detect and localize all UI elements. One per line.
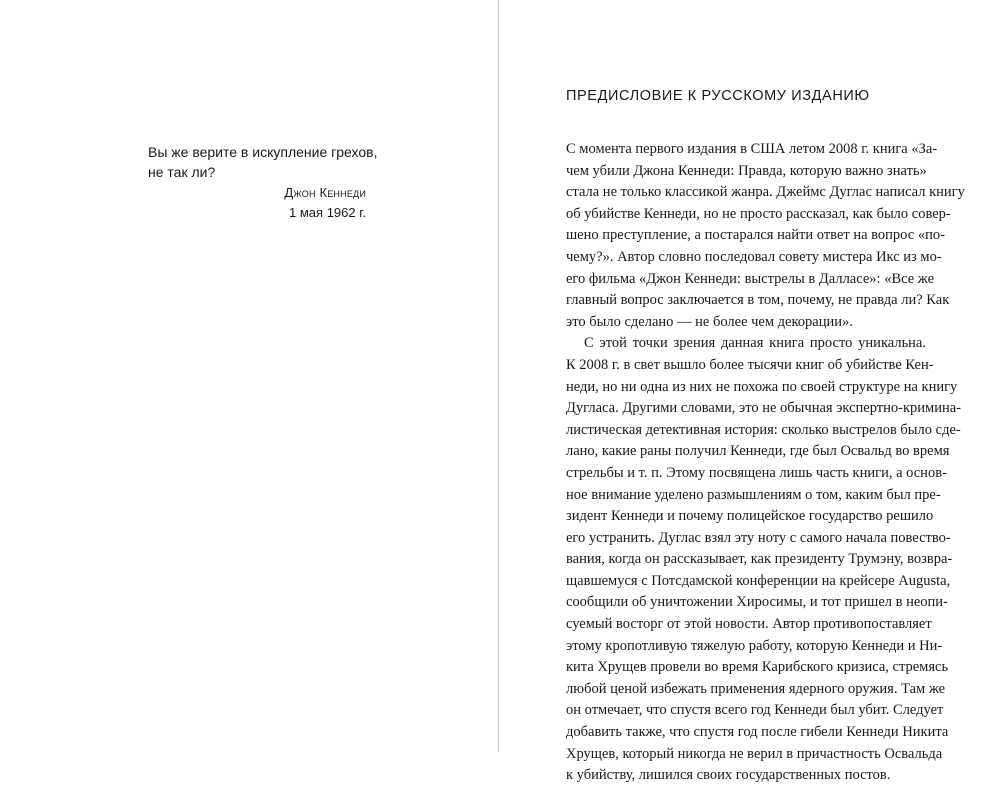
text-line: Дугласа. Другими словами, это не обычная экспертно-кримина-	[566, 400, 961, 417]
text-line: шено преступление, а постарался найти ответ на вопрос «по-	[566, 227, 945, 244]
epigraph-attribution	[148, 183, 366, 223]
text-line: об убийстве Кеннеди, но не просто рассказал, как было совер-	[566, 205, 951, 222]
text-line: он отмечает, что спустя всего год Кеннеди был убит. Следует	[566, 702, 944, 719]
text-line: зидент Кеннеди и почему полицейское государство решило	[566, 508, 934, 525]
text-line: вания, когда он рассказывает, как президенту Трумэну, возвра-	[566, 551, 953, 568]
text-line: неди, но ни одна из них не похожа по своей структуре на книгу	[566, 378, 958, 395]
text-line: листическая детективная история: сколько выстрелов было сде-	[566, 421, 961, 438]
text-line: к убийству, лишился своих государственных постов.	[566, 767, 891, 784]
text-line: кита Хрущев провели во время Карибского кризиса, стремясь	[566, 659, 949, 676]
text-line: сообщили об уничтожении Хиросимы, и тот пришел в неопи-	[566, 594, 948, 611]
text-line: добавить также, что спустя год после гибели Кеннеди Никита	[566, 724, 949, 741]
text-line: стрельбы и т. п. Этому посвящена лишь часть книги, а основ-	[566, 464, 947, 481]
paragraph	[566, 139, 965, 333]
text-line: С этой точки зрения данная книга просто уникальна.	[584, 335, 926, 352]
text-line: чему?». Автор словно последовал совету мистера Икс из мо-	[566, 248, 942, 265]
paragraph	[566, 333, 961, 786]
text-line: этому кропотливую тяжелую работу, которую Кеннеди и Ни-	[566, 637, 943, 654]
text-line: суемый восторг от этой новости. Автор противопоставляет	[566, 616, 932, 633]
page-gutter	[498, 0, 499, 752]
text-line: стала не только классикой жанра. Джеймс Дуглас написал книгу	[566, 184, 965, 201]
epigraph-author: Джон Кеннеди	[284, 185, 366, 200]
epigraph-date: 1 мая 1962 г.	[289, 205, 366, 220]
text-line: С момента первого издания в США летом 2008 г. книга «За-	[566, 141, 938, 157]
text-line: К 2008 г. в свет вышло более тысячи книг об убийстве Кен-	[566, 356, 934, 373]
text-line: лано, какие раны получил Кеннеди, где был Освальд во время	[566, 443, 950, 460]
epigraph-quote-line: Вы же верите в искупление грехов,	[148, 144, 378, 160]
text-line: любой ценой избежать применения ядерного оружия. Там же	[566, 680, 946, 697]
text-line: чем убили Джона Кеннеди: Правда, которую важно знать»	[566, 162, 927, 179]
epigraph-quote	[148, 142, 378, 182]
text-line: это было сделано — не более чем декорации».	[566, 313, 853, 330]
text-line: ное внимание уделено размышлениям о том, каким был пре-	[566, 486, 941, 503]
text-line: его фильма «Джон Кеннеди: выстрелы в Далласе»: «Все же	[566, 270, 935, 287]
epigraph	[148, 142, 378, 223]
text-line: щавшемуся с Потсдамской конференции на крейсере Augusta,	[566, 572, 951, 589]
chapter-title: ПРЕДИСЛОВИЕ К РУССКОМУ ИЗДАНИЮ	[566, 88, 870, 104]
text-line: его устранить. Дуглас взял эту ноту с самого начала повество-	[566, 529, 951, 546]
epigraph-quote-line: не так ли?	[148, 164, 216, 180]
preface-body	[566, 139, 965, 787]
text-line: Хрущев, который никогда не верил в причастность Освальда	[566, 745, 943, 762]
text-line: главный вопрос заключается в том, почему, не правда ли? Как	[566, 292, 950, 309]
